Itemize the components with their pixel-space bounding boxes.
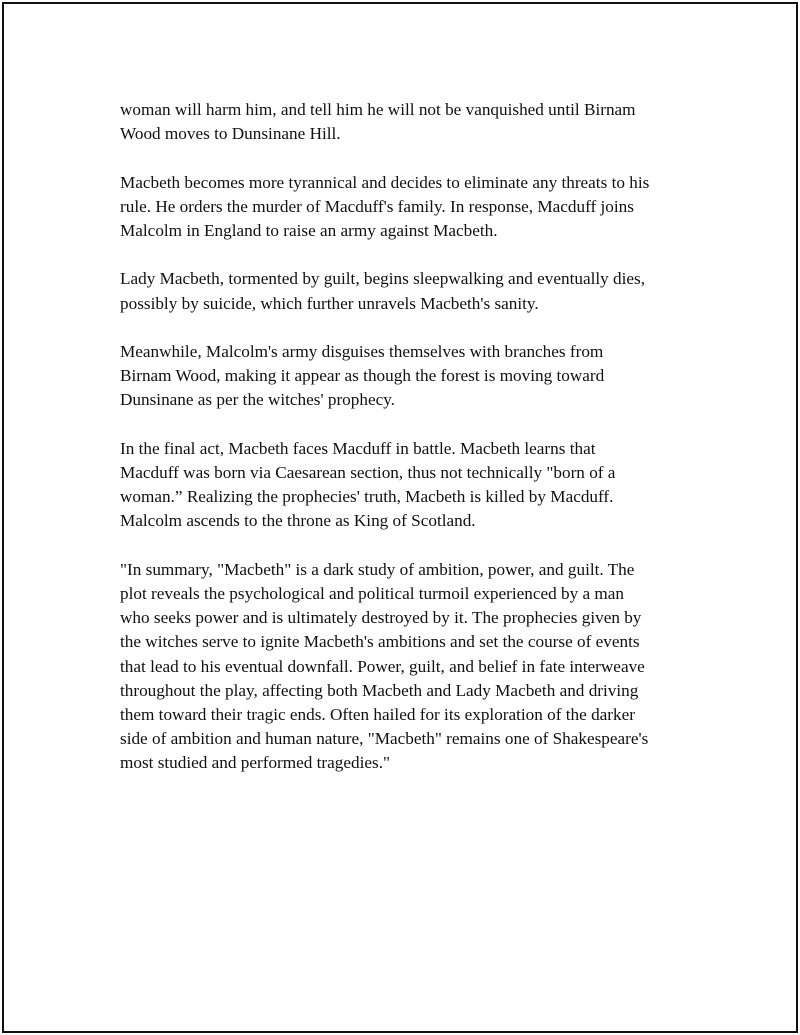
paragraph-final-act: In the final act, Macbeth faces Macduff in battle. Macbeth learns that Macduff was born via Caesarean section, thus not technically "born of a woman.” Realizing the prophecies' truth, Macbeth is killed by Macduff. Malcolm ascends to the throne as King of Scotland.	[120, 438, 616, 531]
document-page	[2, 2, 798, 1033]
document-body	[120, 98, 695, 800]
paragraph-summary: "In summary, "Macbeth" is a dark study of ambition, power, and guilt. The plot reveals the psychological and political turmoil experienced by a man who seeks power and is ultimately destroyed by it. The prophecies given by the witches serve to ignite Macbeth's ambitions and set the course of events that lead to his eventual downfall. Power, guilt, and belief in fate interweave throughout the play, affecting both Macbeth and Lady Macbeth and driving them toward their tragic ends. Often hailed for its exploration of the darker side of ambition and human nature, "Macbeth" remains one of Shakespeare's most studied and performed tragedies."	[120, 559, 649, 773]
paragraph-prophecy: woman will harm him, and tell him he will not be vanquished until Birnam Wood moves to Dunsinane Hill.	[120, 100, 636, 144]
paragraph-tyranny: Macbeth becomes more tyrannical and decides to eliminate any threats to his rule. He orders the murder of Macduff's family. In response, Macduff joins Malcolm in England to raise an army against Macbeth.	[120, 172, 650, 240]
paragraph-lady-macbeth: Lady Macbeth, tormented by guilt, begins sleepwalking and eventually dies, possibly by suicide, which further unravels Macbeth's sanity.	[120, 269, 646, 313]
paragraph-birnam-wood: Meanwhile, Malcolm's army disguises themselves with branches from Birnam Wood, making it appear as though the forest is moving toward Dunsinane as per the witches' prophecy.	[120, 341, 605, 410]
